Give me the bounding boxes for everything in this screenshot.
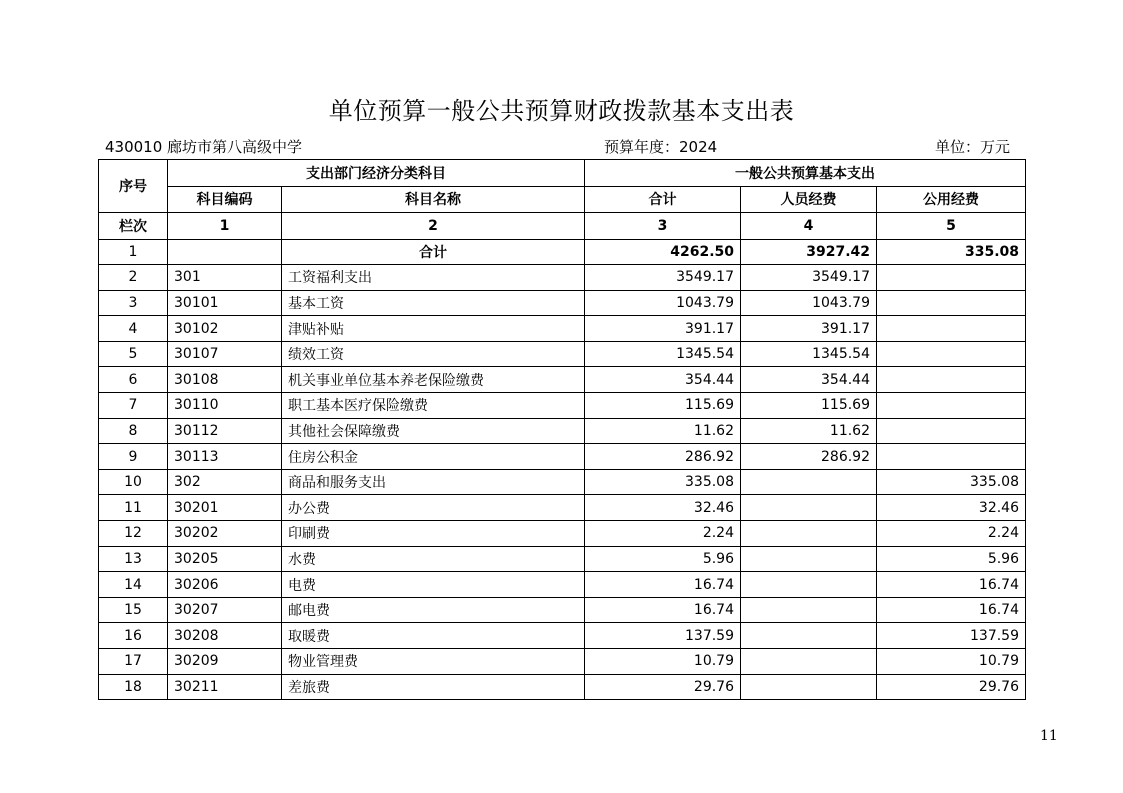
row-total: 29.76 <box>585 674 741 700</box>
row-personnel: 286.92 <box>741 444 877 470</box>
row-public <box>877 341 1026 367</box>
header-general-group: 一般公共预算基本支出 <box>585 160 1026 187</box>
row-code: 30102 <box>168 316 282 342</box>
row-public: 10.79 <box>877 649 1026 675</box>
row-code: 30209 <box>168 649 282 675</box>
row-public <box>877 393 1026 419</box>
row-total: 354.44 <box>585 367 741 393</box>
header-total: 合计 <box>585 186 741 213</box>
row-code: 302 <box>168 469 282 495</box>
table-row <box>99 316 1026 342</box>
table-row <box>99 393 1026 419</box>
table-row <box>99 418 1026 444</box>
row-name: 基本工资 <box>282 290 585 316</box>
table-row <box>99 623 1026 649</box>
row-name: 物业管理费 <box>282 649 585 675</box>
table-row <box>99 265 1026 291</box>
row-personnel: 11.62 <box>741 418 877 444</box>
row-seq: 12 <box>99 521 168 547</box>
row-personnel <box>741 495 877 521</box>
row-seq: 14 <box>99 572 168 598</box>
column-index: 4 <box>741 213 877 240</box>
page-number: 11 <box>1040 728 1058 744</box>
unit-name: 430010 廊坊市第八高级中学 <box>105 138 303 156</box>
row-public: 29.76 <box>877 674 1026 700</box>
row-public: 2.24 <box>877 521 1026 547</box>
table-row <box>99 367 1026 393</box>
row-seq: 5 <box>99 341 168 367</box>
row-code: 30108 <box>168 367 282 393</box>
row-personnel: 391.17 <box>741 316 877 342</box>
table-row <box>99 341 1026 367</box>
row-total: 391.17 <box>585 316 741 342</box>
row-name: 津贴补贴 <box>282 316 585 342</box>
row-total: 32.46 <box>585 495 741 521</box>
row-total: 4262.50 <box>585 239 741 265</box>
row-public: 16.74 <box>877 597 1026 623</box>
row-code: 301 <box>168 265 282 291</box>
row-public: 32.46 <box>877 495 1026 521</box>
row-personnel: 115.69 <box>741 393 877 419</box>
row-total: 1345.54 <box>585 341 741 367</box>
column-index: 1 <box>168 213 282 240</box>
row-name: 合计 <box>282 239 585 265</box>
row-code: 30205 <box>168 546 282 572</box>
row-total: 16.74 <box>585 597 741 623</box>
row-seq: 11 <box>99 495 168 521</box>
row-code: 30107 <box>168 341 282 367</box>
row-public <box>877 265 1026 291</box>
row-total: 11.62 <box>585 418 741 444</box>
budget-table <box>98 159 1026 700</box>
row-public <box>877 316 1026 342</box>
row-public <box>877 444 1026 470</box>
row-seq: 15 <box>99 597 168 623</box>
row-seq: 16 <box>99 623 168 649</box>
row-code: 30208 <box>168 623 282 649</box>
row-name: 其他社会保障缴费 <box>282 418 585 444</box>
row-name: 邮电费 <box>282 597 585 623</box>
row-name: 办公费 <box>282 495 585 521</box>
unit-label: 单位：万元 <box>935 138 1011 156</box>
row-seq: 13 <box>99 546 168 572</box>
row-seq: 10 <box>99 469 168 495</box>
row-seq: 4 <box>99 316 168 342</box>
row-seq: 17 <box>99 649 168 675</box>
row-public <box>877 367 1026 393</box>
row-personnel: 354.44 <box>741 367 877 393</box>
row-personnel: 3549.17 <box>741 265 877 291</box>
row-personnel <box>741 649 877 675</box>
row-public: 16.74 <box>877 572 1026 598</box>
table-row <box>99 674 1026 700</box>
row-personnel: 1345.54 <box>741 341 877 367</box>
row-public: 137.59 <box>877 623 1026 649</box>
row-code: 30110 <box>168 393 282 419</box>
row-total: 137.59 <box>585 623 741 649</box>
table-row <box>99 546 1026 572</box>
row-total: 335.08 <box>585 469 741 495</box>
column-index-label: 栏次 <box>99 213 168 240</box>
table-row <box>99 597 1026 623</box>
row-name: 机关事业单位基本养老保险缴费 <box>282 367 585 393</box>
header-seq: 序号 <box>99 160 168 213</box>
row-seq: 9 <box>99 444 168 470</box>
row-code: 30113 <box>168 444 282 470</box>
row-seq: 8 <box>99 418 168 444</box>
row-code: 30112 <box>168 418 282 444</box>
table-row <box>99 521 1026 547</box>
row-total: 286.92 <box>585 444 741 470</box>
header-public: 公用经费 <box>877 186 1026 213</box>
row-personnel: 3927.42 <box>741 239 877 265</box>
row-personnel <box>741 521 877 547</box>
row-seq: 18 <box>99 674 168 700</box>
table-row <box>99 469 1026 495</box>
column-index: 3 <box>585 213 741 240</box>
row-personnel <box>741 546 877 572</box>
row-seq: 1 <box>99 239 168 265</box>
row-name: 商品和服务支出 <box>282 469 585 495</box>
row-public <box>877 418 1026 444</box>
column-index: 2 <box>282 213 585 240</box>
row-total: 16.74 <box>585 572 741 598</box>
row-name: 电费 <box>282 572 585 598</box>
row-code <box>168 239 282 265</box>
row-seq: 7 <box>99 393 168 419</box>
row-name: 水费 <box>282 546 585 572</box>
row-total: 1043.79 <box>585 290 741 316</box>
row-public: 5.96 <box>877 546 1026 572</box>
row-total: 3549.17 <box>585 265 741 291</box>
row-total: 5.96 <box>585 546 741 572</box>
row-name: 住房公积金 <box>282 444 585 470</box>
row-name: 工资福利支出 <box>282 265 585 291</box>
row-code: 30201 <box>168 495 282 521</box>
row-seq: 3 <box>99 290 168 316</box>
header-personnel: 人员经费 <box>741 186 877 213</box>
column-index: 5 <box>877 213 1026 240</box>
table-row <box>99 290 1026 316</box>
row-code: 30101 <box>168 290 282 316</box>
table-row <box>99 495 1026 521</box>
budget-year: 预算年度：2024 <box>604 138 718 156</box>
row-total: 115.69 <box>585 393 741 419</box>
row-personnel <box>741 623 877 649</box>
table-row <box>99 572 1026 598</box>
row-seq: 2 <box>99 265 168 291</box>
header-code: 科目编码 <box>168 186 282 213</box>
row-public: 335.08 <box>877 469 1026 495</box>
row-personnel <box>741 674 877 700</box>
row-total: 2.24 <box>585 521 741 547</box>
row-public <box>877 290 1026 316</box>
table-row <box>99 239 1026 265</box>
row-personnel <box>741 469 877 495</box>
header-econ-group: 支出部门经济分类科目 <box>168 160 585 187</box>
row-name: 职工基本医疗保险缴费 <box>282 393 585 419</box>
row-personnel <box>741 597 877 623</box>
row-name: 差旅费 <box>282 674 585 700</box>
row-code: 30202 <box>168 521 282 547</box>
row-seq: 6 <box>99 367 168 393</box>
row-personnel <box>741 572 877 598</box>
row-code: 30211 <box>168 674 282 700</box>
row-code: 30206 <box>168 572 282 598</box>
row-code: 30207 <box>168 597 282 623</box>
row-name: 绩效工资 <box>282 341 585 367</box>
row-name: 取暖费 <box>282 623 585 649</box>
row-total: 10.79 <box>585 649 741 675</box>
row-personnel: 1043.79 <box>741 290 877 316</box>
row-name: 印刷费 <box>282 521 585 547</box>
table-row <box>99 649 1026 675</box>
header-name: 科目名称 <box>282 186 585 213</box>
row-public: 335.08 <box>877 239 1026 265</box>
page-title: 单位预算一般公共预算财政拨款基本支出表 <box>328 97 795 125</box>
table-row <box>99 444 1026 470</box>
